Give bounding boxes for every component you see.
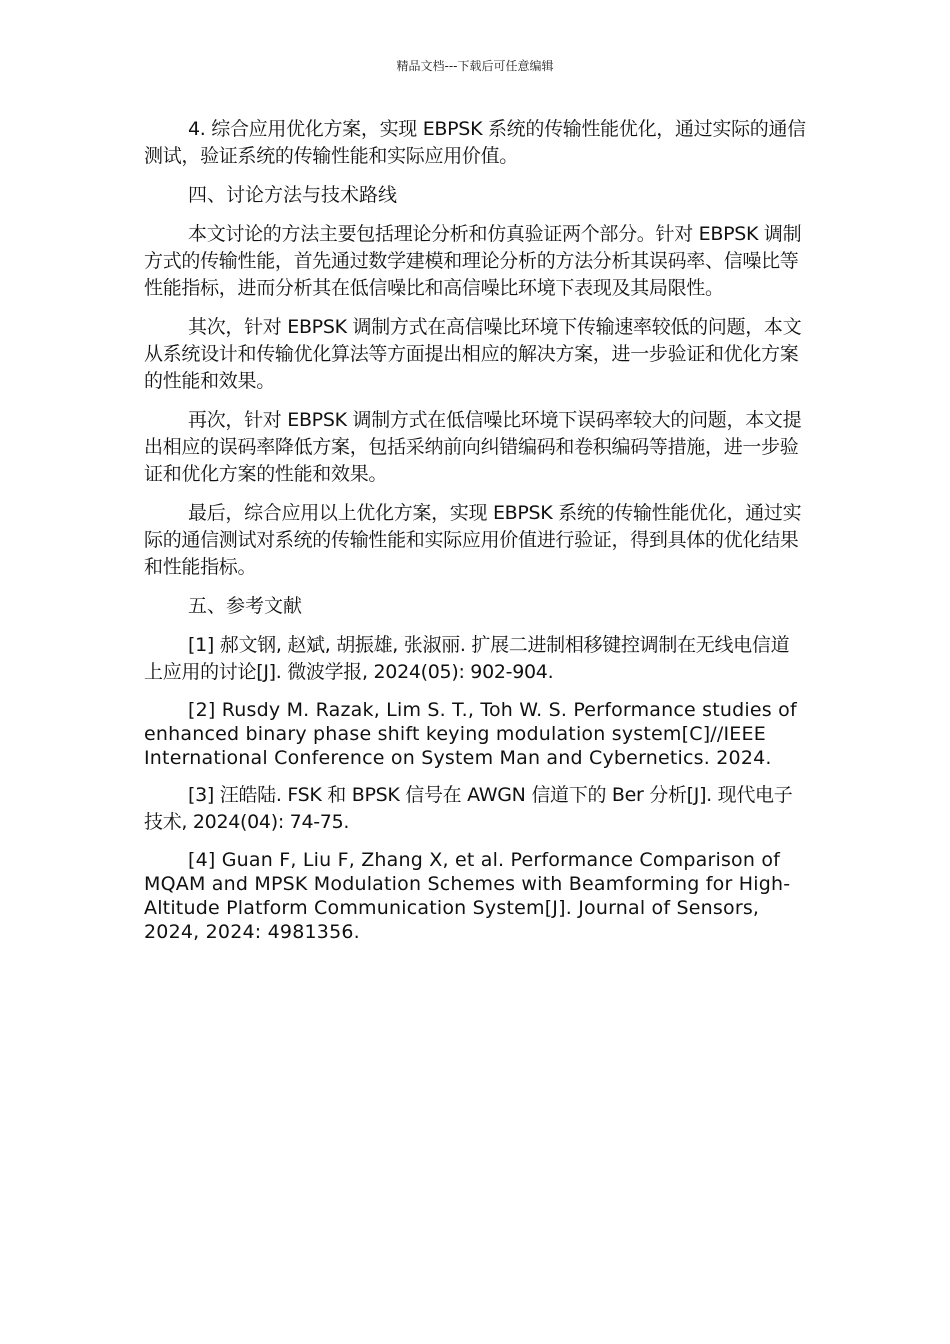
- reference-item-1: [1] 郝文钢, 赵斌, 胡振雄, 张淑丽. 扩展二进制相移键控调制在无线电信道上应用的讨论[J]. 微波学报, 2024(05): 902-904.: [144, 634, 790, 683]
- paragraph-conclusion: 最后，综合应用以上优化方案，实现 EBPSK 系统的传输性能优化，通过实际的通信测试对系统的传输性能和实际应用价值进行验证，得到具体的优化结果和性能指标。: [144, 502, 802, 578]
- reference-item-2: [2] Rusdy M. Razak, Lim S. T., Toh W. S. Performance studies of enhanced binary phase shift keying modulation system[C]//IEEE International Conference on System Man and Cybernetics. 2024.: [144, 699, 797, 769]
- reference-item-4: [4] Guan F, Liu F, Zhang X, et al. Performance Comparison of MQAM and MPSK Modulation Schemes with Beamforming for High-Altitude Platform Communication System[J]. Journal of Sensors, 2024, 2024: 4981356.: [144, 849, 791, 943]
- section-heading-references: 五、参考文献: [188, 595, 303, 617]
- document-body: [144, 116, 806, 956]
- section-heading-methods: 四、讨论方法与技术路线: [188, 184, 398, 206]
- paragraph-high-snr: 其次，针对 EBPSK 调制方式在高信噪比环境下传输速率较低的问题，本文从系统设计和传输优化算法等方面提出相应的解决方案，进一步验证和优化方案的性能和效果。: [144, 316, 802, 392]
- paragraph-methods-intro: 本文讨论的方法主要包括理论分析和仿真验证两个部分。针对 EBPSK 调制方式的传输性能，首先通过数学建模和理论分析的方法分析其误码率、信噪比等性能指标，进而分析其在低信噪比和高信噪比环境下表现及其局限性。: [144, 223, 802, 299]
- paragraph-low-snr: 再次，针对 EBPSK 调制方式在低信噪比环境下误码率较大的问题，本文提出相应的误码率降低方案，包括采纳前向纠错编码和卷积编码等措施，进一步验证和优化方案的性能和效果。: [144, 409, 802, 485]
- paragraph-item-4: 4. 综合应用优化方案，实现 EBPSK 系统的传输性能优化，通过实际的通信测试，验证系统的传输性能和实际应用价值。: [144, 118, 806, 167]
- page-header: 精品文档---下载后可任意编辑: [396, 59, 554, 73]
- reference-item-3: [3] 汪皓陆. FSK 和 BPSK 信号在 AWGN 信道下的 Ber 分析[J]. 现代电子技术, 2024(04): 74-75.: [144, 784, 793, 833]
